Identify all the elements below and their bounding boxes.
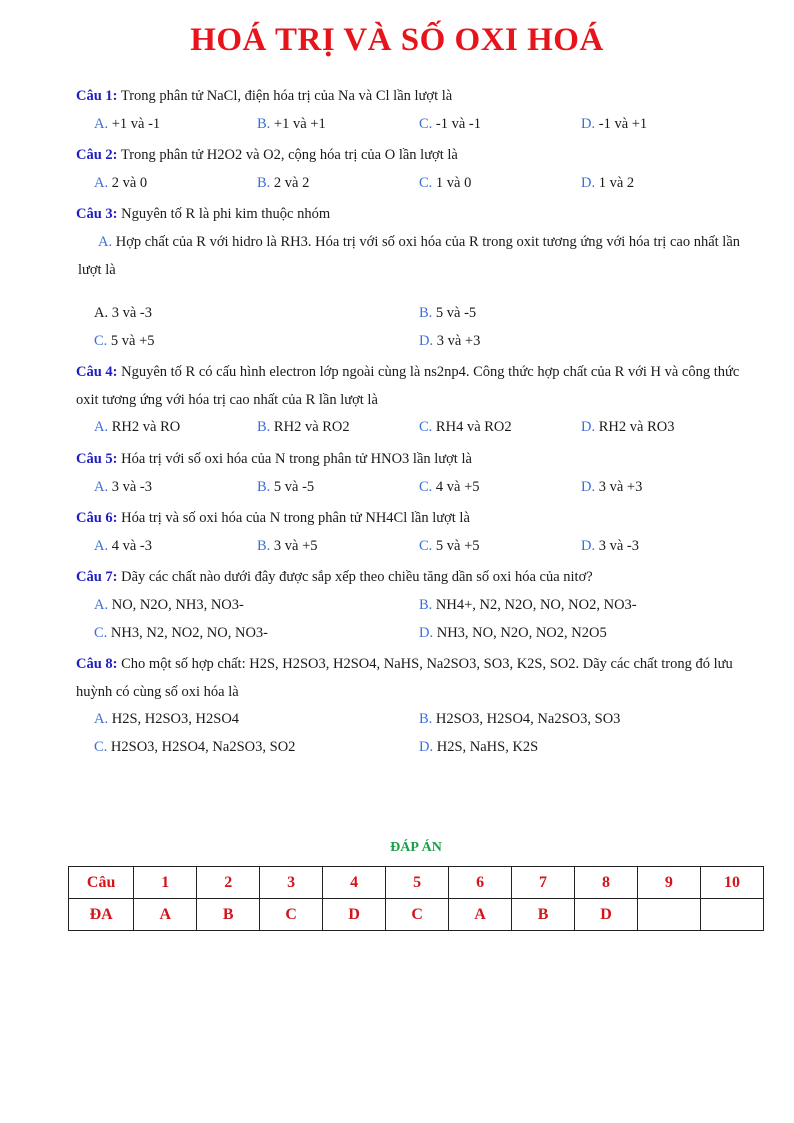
option-c: [94, 333, 155, 350]
option-letter: A.: [94, 711, 109, 727]
option-text: +1 và +1: [273, 116, 326, 132]
option-d: [419, 333, 480, 350]
question-3-sub-statement: [78, 228, 758, 284]
question-text: Cho một số hợp chất: H2S, H2SO3, H2SO4, NaHS, Na2SO3, SO3, K2S, SO2. Dãy các chất trong đó lưu huỳnh có cùng số oxi hóa là: [76, 656, 733, 700]
question-number: Câu 8:: [76, 656, 118, 672]
option-a: [94, 597, 244, 614]
question-text: Nguyên tố R có cấu hình electron lớp ngoài cùng là ns2np4. Công thức hợp chất của R với H và công thức oxit tương ứng với hóa trị cao nhất của R lần lượt là: [76, 364, 740, 408]
question-number: Câu 4:: [76, 364, 118, 380]
option-b: [419, 305, 476, 322]
answer-key-answer-row: [69, 899, 764, 931]
option-text: 2 và 2: [273, 175, 310, 191]
option-text: NH3, N2, NO2, NO, NO3-: [110, 625, 268, 641]
option-letter: B.: [257, 116, 271, 132]
option-letter: D.: [581, 538, 596, 554]
option-c: [419, 479, 480, 496]
option-letter: D.: [581, 116, 596, 132]
page-title: HOÁ TRỊ VÀ SỐ OXI HOÁ: [190, 22, 604, 58]
option-text: RH2 và RO: [111, 419, 181, 435]
option-letter: B.: [257, 419, 271, 435]
question-8: [76, 650, 758, 706]
option-text: 3 và -3: [111, 305, 152, 321]
table-cell: [700, 899, 763, 931]
table-cell: A: [134, 899, 197, 931]
table-cell: 7: [512, 867, 575, 899]
table-cell: A: [449, 899, 512, 931]
option-b: [257, 116, 326, 133]
option-letter: B.: [257, 479, 271, 495]
option-d: [419, 625, 607, 642]
table-cell: 9: [637, 867, 700, 899]
option-letter: A.: [94, 305, 109, 321]
option-b: [257, 479, 314, 496]
question-number: Câu 3:: [76, 206, 118, 222]
option-letter: B.: [257, 175, 271, 191]
option-d: [581, 419, 674, 436]
option-text: NH4+, N2, N2O, NO, NO2, NO3-: [435, 597, 637, 613]
table-cell: ĐA: [69, 899, 134, 931]
table-cell: 3: [260, 867, 323, 899]
option-text: 1 và 2: [598, 175, 635, 191]
option-c: [94, 625, 268, 642]
question-text: Trong phân tử NaCl, điện hóa trị của Na và Cl lần lượt là: [120, 88, 453, 104]
option-letter: A.: [94, 597, 109, 613]
table-cell: D: [323, 899, 386, 931]
option-text: H2SO3, H2SO4, Na2SO3, SO2: [110, 739, 296, 755]
table-cell: D: [575, 899, 638, 931]
option-letter: D.: [419, 333, 434, 349]
option-text: H2S, H2SO3, H2SO4: [111, 711, 240, 727]
option-text: NH3, NO, N2O, NO2, N2O5: [436, 625, 607, 641]
table-cell: 4: [323, 867, 386, 899]
question-number: Câu 2:: [76, 147, 118, 163]
option-text: RH2 và RO2: [273, 419, 350, 435]
answer-key-header-row: [69, 867, 764, 899]
option-a: [94, 538, 152, 555]
option-text: H2S, NaHS, K2S: [436, 739, 539, 755]
option-text: +1 và -1: [111, 116, 161, 132]
option-letter: A.: [94, 116, 109, 132]
option-a: [94, 419, 180, 436]
sub-letter: A.: [98, 234, 113, 250]
option-letter: C.: [419, 175, 433, 191]
answer-key-title: ĐÁP ÁN: [390, 840, 442, 855]
option-a: [94, 305, 152, 322]
option-b: [419, 597, 637, 614]
question-6: [76, 510, 470, 527]
option-b: [257, 175, 309, 192]
option-letter: C.: [94, 333, 108, 349]
option-d: [581, 116, 647, 133]
question-number: Câu 7:: [76, 569, 118, 585]
option-d: [581, 538, 639, 555]
option-d: [581, 175, 634, 192]
option-text: 2 và 0: [111, 175, 148, 191]
option-text: 5 và -5: [435, 305, 477, 321]
table-cell: 6: [449, 867, 512, 899]
question-text: Dãy các chất nào dưới đây được sắp xếp theo chiều tăng dần số oxi hóa của nitơ?: [121, 569, 593, 585]
option-a: [94, 175, 147, 192]
question-5: [76, 451, 472, 468]
option-text: -1 và +1: [598, 116, 648, 132]
option-b: [257, 538, 318, 555]
option-text: 3 và -3: [598, 538, 639, 554]
option-text: 5 và -5: [273, 479, 315, 495]
option-text: 5 và +5: [110, 333, 155, 349]
question-text: Nguyên tố R là phi kim thuộc nhóm: [121, 206, 331, 222]
option-text: RH4 và RO2: [435, 419, 512, 435]
option-letter: C.: [419, 538, 433, 554]
option-letter: C.: [419, 116, 433, 132]
answer-key-table: [68, 866, 764, 931]
option-a: [94, 711, 239, 728]
option-letter: D.: [419, 625, 434, 641]
option-letter: B.: [419, 305, 433, 321]
option-c: [419, 116, 481, 133]
option-a: [94, 116, 160, 133]
option-c: [94, 739, 295, 756]
option-letter: B.: [257, 538, 271, 554]
option-letter: A.: [94, 419, 109, 435]
option-d: [419, 739, 538, 756]
option-letter: A.: [94, 479, 109, 495]
question-text: Hóa trị với số oxi hóa của N trong phân tử HNO3 lần lượt là: [121, 451, 472, 467]
option-c: [419, 538, 480, 555]
question-text: Trong phân tử H2O2 và O2, cộng hóa trị của O lần lượt là: [120, 147, 458, 163]
question-4: [76, 358, 758, 414]
option-letter: A.: [94, 175, 109, 191]
option-a: [94, 479, 152, 496]
table-cell: B: [512, 899, 575, 931]
option-text: RH2 và RO3: [598, 419, 675, 435]
table-cell: 1: [134, 867, 197, 899]
question-text: Hóa trị và số oxi hóa của N trong phân tử NH4Cl lần lượt là: [121, 510, 470, 526]
option-text: 5 và +5: [435, 538, 480, 554]
question-3: [76, 206, 330, 223]
option-text: 3 và -3: [111, 479, 152, 495]
table-cell: 8: [575, 867, 638, 899]
table-cell: 10: [700, 867, 763, 899]
table-cell: B: [197, 899, 260, 931]
option-c: [419, 175, 471, 192]
table-cell: [637, 899, 700, 931]
table-cell: C: [260, 899, 323, 931]
option-text: 3 và +3: [436, 333, 481, 349]
option-b: [419, 711, 620, 728]
option-letter: D.: [581, 419, 596, 435]
option-b: [257, 419, 350, 436]
option-letter: B.: [419, 711, 433, 727]
table-cell: Câu: [69, 867, 134, 899]
sub-text: Hợp chất của R với hidro là RH3. Hóa trị với số oxi hóa của R trong oxit tương ứng với hóa trị cao nhất lần lượt là: [78, 234, 741, 278]
question-7: [76, 569, 593, 586]
option-text: H2SO3, H2SO4, Na2SO3, SO3: [435, 711, 621, 727]
option-c: [419, 419, 512, 436]
option-letter: C.: [94, 739, 108, 755]
option-text: 1 và 0: [435, 175, 472, 191]
table-cell: 2: [197, 867, 260, 899]
option-letter: A.: [94, 538, 109, 554]
question-1: [76, 88, 452, 105]
option-text: NO, N2O, NH3, NO3-: [111, 597, 244, 613]
option-text: 3 và +5: [273, 538, 318, 554]
option-text: 3 và +3: [598, 479, 643, 495]
option-text: 4 và +5: [435, 479, 480, 495]
option-letter: C.: [419, 479, 433, 495]
option-letter: C.: [94, 625, 108, 641]
option-letter: B.: [419, 597, 433, 613]
option-d: [581, 479, 642, 496]
option-text: 4 và -3: [111, 538, 152, 554]
option-letter: D.: [419, 739, 434, 755]
table-cell: 5: [386, 867, 449, 899]
question-number: Câu 1:: [76, 88, 118, 104]
table-cell: C: [386, 899, 449, 931]
option-text: -1 và -1: [435, 116, 482, 132]
question-number: Câu 6:: [76, 510, 118, 526]
option-letter: C.: [419, 419, 433, 435]
question-2: [76, 147, 458, 164]
question-number: Câu 5:: [76, 451, 118, 467]
option-letter: D.: [581, 479, 596, 495]
option-letter: D.: [581, 175, 596, 191]
